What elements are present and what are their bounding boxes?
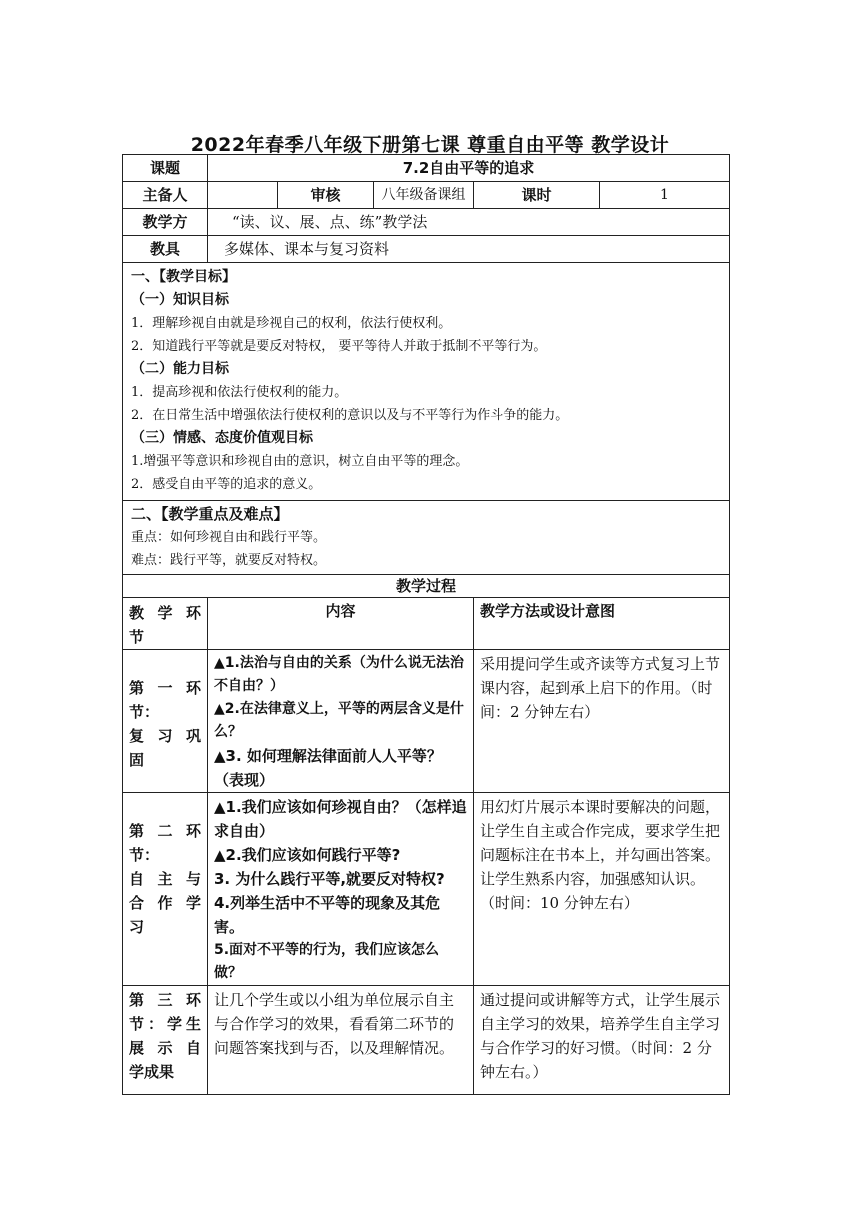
keypoints-cell <box>123 501 730 575</box>
process-heading-row <box>123 575 730 598</box>
content-cell <box>208 650 474 793</box>
content-cell <box>208 793 474 986</box>
process-row <box>123 793 730 986</box>
method-cell: 用幻灯片展示本课时要解决的问题，让学生自主或合作完成，要求学生把问题标注在书本上，并勾画出答案。让学生熟系内容，加强感知认识。（时间：10 分钟左右） <box>474 793 730 986</box>
content-item: ▲1.法治与自由的关系（为什么说无法治不自由？） <box>214 655 464 694</box>
topic-label: 课题 <box>123 155 208 182</box>
stage-column-header: 教 学 环 节 <box>123 598 208 650</box>
stage-line: 学成果 <box>129 1063 175 1081</box>
content-item: ▲1.我们应该如何珍视自由？（怎样追求自由） <box>214 798 467 840</box>
period-value: 1 <box>600 182 730 209</box>
focus-text: 重点：如何珍视自由和践行平等。 <box>131 530 327 545</box>
keypoints-heading: 二、【教学重点及难点】 <box>131 505 289 523</box>
content-item: 3. 为什么践行平等,就要反对特权? <box>214 870 445 888</box>
goals-row <box>123 263 730 501</box>
tools-row <box>123 236 730 263</box>
stage-line: 自 主 与 <box>129 870 201 888</box>
process-heading: 教学过程 <box>123 575 730 598</box>
lesson-plan-table <box>122 154 730 1095</box>
keypoints-row <box>123 501 730 575</box>
emotion-item: 2．感受自由平等的追求的意义。 <box>131 477 322 492</box>
method-value: “读、议、展、点、练”教学法 <box>208 209 730 236</box>
period-label: 课时 <box>474 182 600 209</box>
stage-line: 第 三 环 <box>129 991 201 1009</box>
stage-cell <box>123 986 208 1095</box>
stage-line: 节： <box>129 703 160 721</box>
document-title: 2022年春季八年级下册第七课 尊重自由平等 教学设计 <box>190 134 670 156</box>
process-row <box>123 986 730 1095</box>
host-value <box>208 182 278 209</box>
stage-line: 第 二 环 <box>129 822 201 840</box>
goals-heading: 一、【教学目标】 <box>131 269 236 285</box>
method-cell: 通过提问或讲解等方式，让学生展示自主学习的效果，培养学生自主学习与合作学习的好习惯。（时间：2 分钟左右。） <box>474 986 730 1095</box>
tools-value: 多媒体、课本与复习资料 <box>208 236 730 263</box>
emotion-item: 1.增强平等意识和珍视自由的意识，树立自由平等的理念。 <box>131 454 469 469</box>
ability-item: 2．在日常生活中增强依法行使权利的意识以及与不平等行为作斗争的能力。 <box>131 408 569 423</box>
emotion-heading: （三）情感、态度价值观目标 <box>131 430 313 446</box>
stage-line: 展 示 自 <box>129 1039 201 1057</box>
method-label: 教学方 <box>123 209 208 236</box>
stage-line: 节： <box>129 846 160 864</box>
host-label: 主备人 <box>123 182 208 209</box>
content-cell: 让几个学生或以小组为单位展示自主与合作学习的效果，看看第二环节的问题答案找到与否，以及理解情况。 <box>208 986 474 1095</box>
stage-line: 习 <box>129 918 145 936</box>
stage-line: 节：学生 <box>129 1015 201 1033</box>
goals-cell <box>123 263 730 501</box>
content-item: ▲3. 如何理解法律面前人人平等？（表现） <box>214 747 442 789</box>
topic-value: 7.2自由平等的追求 <box>208 155 730 182</box>
process-row <box>123 650 730 793</box>
host-row <box>123 182 730 209</box>
stage-line: 复 习 巩 <box>129 727 201 745</box>
tools-label: 教具 <box>123 236 208 263</box>
ability-heading: （二）能力目标 <box>131 361 229 377</box>
knowledge-item: 2．知道践行平等就是要反对特权， 要平等待人并敢于抵制不平等行为。 <box>131 339 547 354</box>
difficulty-text: 难点：践行平等，就要反对特权。 <box>131 553 327 568</box>
content-item: 4.列举生活中不平等的现象及其危害。 <box>214 894 441 936</box>
method-cell: 采用提问学生或齐读等方式复习上节课内容，起到承上启下的作用。（时间：2 分钟左右） <box>474 650 730 793</box>
method-row <box>123 209 730 236</box>
stage-line: 第 一 环 <box>129 679 201 697</box>
stage-cell <box>123 650 208 793</box>
stage-line: 固 <box>129 751 145 769</box>
topic-row <box>123 155 730 182</box>
method-column-header: 教学方法或设计意图 <box>474 598 730 650</box>
review-value: 八年级备课组 <box>374 182 474 209</box>
content-item: ▲2.在法律意义上，平等的两层含义是什么？ <box>214 701 464 740</box>
stage-cell <box>123 793 208 986</box>
stage-line: 合 作 学 <box>129 894 201 912</box>
knowledge-heading: （一）知识目标 <box>131 292 229 308</box>
content-column-header: 内容 <box>208 598 474 650</box>
ability-item: 1．提高珍视和依法行使权利的能力。 <box>131 385 348 400</box>
process-column-header <box>123 598 730 650</box>
review-label: 审核 <box>278 182 374 209</box>
knowledge-item: 1．理解珍视自由就是珍视自己的权利，依法行使权利。 <box>131 316 452 331</box>
content-item: 5.面对不平等的行为，我们应该怎么做？ <box>214 942 440 981</box>
content-item: ▲2.我们应该如何践行平等? <box>214 846 401 864</box>
